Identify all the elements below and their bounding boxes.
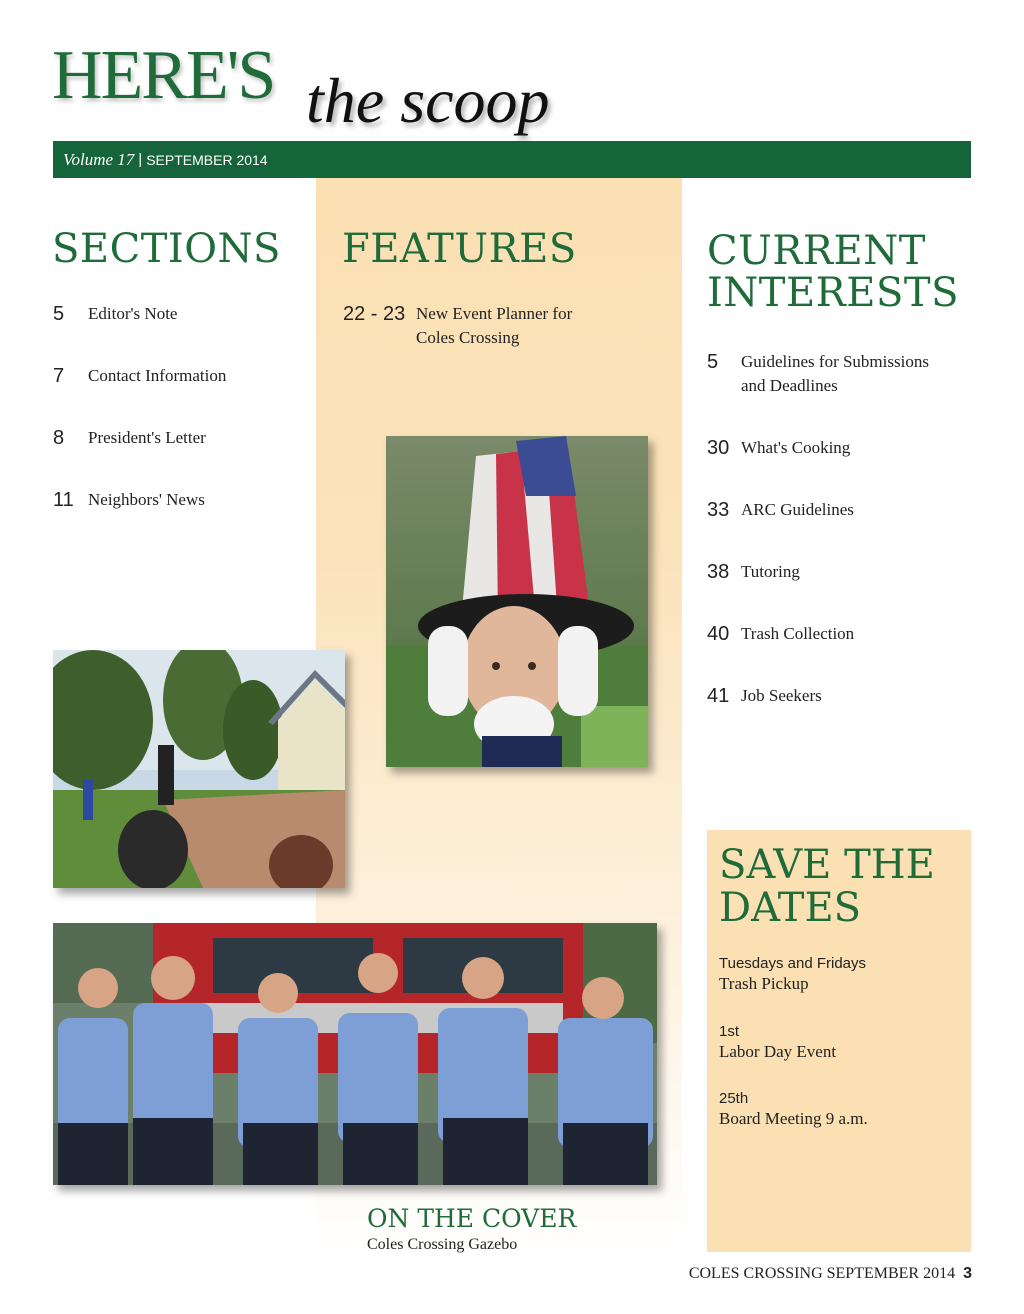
toc-label: Job Seekers [741,686,822,705]
toc-item-editors-note[interactable] [53,302,177,326]
save-the-dates-title [719,844,935,930]
save-the-dates-item [719,1022,959,1062]
toc-page-number: 5 [707,351,719,373]
toc-page-number: 38 [707,561,730,583]
toc-label: Trash Collection [741,624,855,643]
toc-label: Contact Information [88,366,227,385]
footer-publication: COLES CROSSING [688,1265,823,1282]
save-the-dates-title-line2: DATES [719,885,862,931]
event-name: Trash Pickup [719,974,809,993]
toc-label: Editor's Note [88,304,178,323]
issue-date: SEPTEMBER 2014 [146,151,268,168]
photo-community-gathering [53,650,345,888]
footer-date: SEPTEMBER 2014 [826,1265,956,1282]
issue-volume: Volume 17 [63,149,135,169]
toc-label: Neighbors' News [88,490,205,509]
toc-item-event-planner[interactable] [343,302,572,350]
event-name: Board Meeting 9 a.m. [719,1109,868,1128]
toc-item-tutoring[interactable] [707,560,800,584]
toc-label: President's Letter [88,428,206,447]
on-the-cover-caption: Coles Crossing Gazebo [367,1236,518,1253]
toc-item-presidents-letter[interactable] [53,426,206,450]
toc-page-number: 8 [53,427,65,449]
toc-page-number: 33 [707,499,730,521]
photo-firefighters [53,923,657,1185]
issue-bar [53,141,971,178]
toc-page-number: 7 [53,365,65,387]
toc-item-guidelines-submissions[interactable] [707,350,929,398]
masthead-scoop: the scoop [306,65,550,136]
toc-page-number: 11 [53,489,74,511]
page-number: 3 [963,1265,972,1282]
toc-item-trash-collection[interactable] [707,622,854,646]
toc-label-line1: Guidelines for Submissions [741,352,929,371]
toc-label: Tutoring [741,562,800,581]
issue-separator: | [138,151,143,168]
toc-page-number: 22 - 23 [343,303,406,325]
toc-item-whats-cooking[interactable] [707,436,850,460]
photo-child-in-patriotic-hat [386,436,648,767]
toc-label-line2: Coles Crossing [416,328,520,347]
toc-item-arc-guidelines[interactable] [707,498,854,522]
current-interests-heading [707,230,959,314]
toc-label [741,350,929,398]
toc-page-number: 41 [707,685,730,707]
toc-item-neighbors-news[interactable] [53,488,205,512]
toc-label-line1: New Event Planner for [416,304,573,323]
event-date: 1st [719,1023,740,1040]
toc-page-number: 30 [707,437,730,459]
current-interests-heading-line1: CURRENT [707,228,926,274]
current-interests-heading-line2: INTERESTS [707,270,959,316]
masthead-heres: HERE'S [52,37,275,114]
event-name: Labor Day Event [719,1042,837,1061]
on-the-cover-title: ON THE COVER [367,1204,577,1233]
toc-item-contact-information[interactable] [53,364,226,388]
toc-page-number: 40 [707,623,730,645]
save-the-dates-box [707,830,971,1252]
save-the-dates-item [719,954,959,994]
toc-label [416,302,572,350]
page-footer [689,1265,972,1283]
masthead [52,36,972,146]
sections-heading: SECTIONS [52,226,281,272]
save-the-dates-item [719,1089,959,1129]
toc-label: ARC Guidelines [741,500,854,519]
toc-item-job-seekers[interactable] [707,684,822,708]
event-date: Tuesdays and Fridays [719,955,867,972]
toc-page-number: 5 [53,303,65,325]
toc-label: What's Cooking [741,438,851,457]
features-heading: FEATURES [342,226,577,272]
toc-label-line2: and Deadlines [741,376,838,395]
save-the-dates-title-line1: SAVE THE [719,842,935,888]
event-date: 25th [719,1090,749,1107]
